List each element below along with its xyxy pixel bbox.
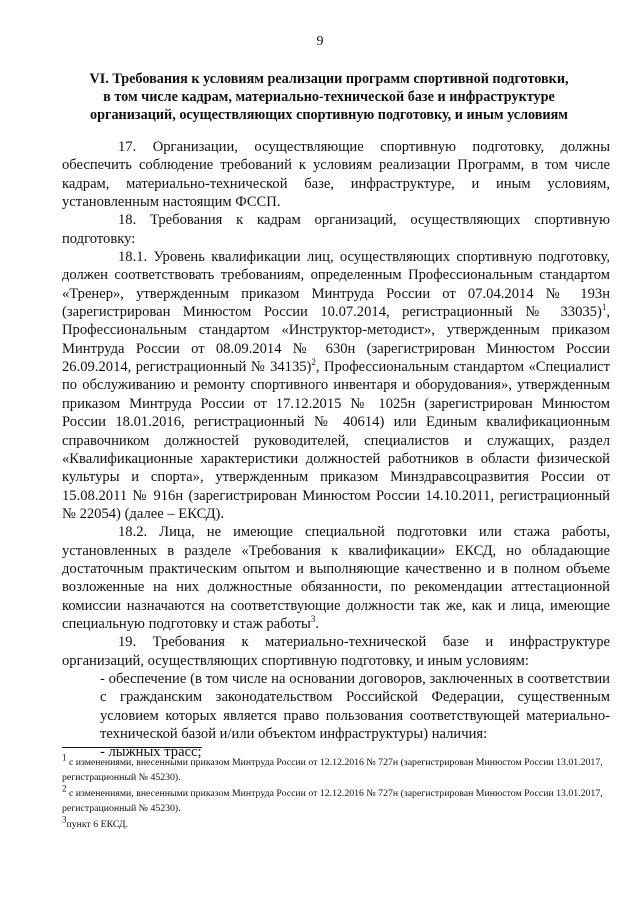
paragraph-18: 18. Требования к кадрам организаций, осуществляющих спортивную подготовку: [62, 212, 610, 247]
paragraph-19: 19. Требования к материально-технической базе и инфраструктуре организаций, осуществляющих спортивную подготовку, и иным условиям: [62, 634, 610, 669]
paragraph-18-1-text: , Профессиональным стандартом «Специалист по обслуживанию и ремонту спортивного инвентаря и оборудования», утвержденным приказом Минтруда России от 17.12.2015 № 1025н (зарегистрирован Минюстом России 18.01.2016, регистрационный № 40614) или Единым квалификационным справочником должностей руководителей, специалистов и служащих, раздел «Квалификационные характеристики должностей работников в области физической культуры и спорта», утвержденным приказом Минздравсоцразвития России от 15.08.2011 № 916н (зарегистрирован Минюстом России 14.10.2011, регистрационный № 22054) (далее – ЕКСД). [62, 359, 610, 522]
footnote-text: с изменениями, внесенными приказом Минтруда России от 12.12.2016 № 727н (зарегистрирован Минюстом России 13.01.2017, регистрационный № 45230). [62, 757, 603, 783]
footnote-text: пункт 6 ЕКСД. [66, 819, 129, 830]
paragraph-18-1-text: , Профессиональным стандартом «Инструктор-методист», утвержденным приказом Минтруда России от 08.09.2014 № 630н (зарегистрирован Минюстом России 26.09.2014, регистрационный № 34135) [62, 304, 610, 376]
footnote-ref-2: 2 [311, 357, 316, 368]
paragraph-18-2-end: . [315, 615, 319, 632]
paragraph-17: 17. Организации, осуществляющие спортивную подготовку, должны обеспечить соблюдение требований к условиям реализации Программ, в том числе кадрам, материально-технической базе, инфраструктуре, и иным условиям, установленным настоящим ФССП. [62, 139, 610, 211]
list-item: - обеспечение (в том числе на основании договоров, заключенных в соответствии с гражданским законодательством Российской Федерации, существенным условием которых является право пользования соответствующей материально-технической базой и/или объектом инфраструктуры) наличия: [100, 670, 610, 742]
paragraph-18-1 [62, 248, 610, 523]
document-body [62, 138, 610, 762]
page-number: 9 [316, 34, 324, 49]
heading-line: в том числе кадрам, материально-технической базе и инфраструктуре [103, 89, 555, 105]
footnote-ref-3: 3 [310, 614, 316, 625]
section-heading [64, 70, 594, 124]
paragraph-18-2-text: 18.2. Лица, не имеющие специальной подготовки или стажа работы, установленных в разделе «Требования к квалификации» ЕКСД, но обладающие достаточным практическим опытом и выполняющие качественно и в полном объеме возложенные на них должностные обязанности, по рекомендации аттестационной комиссии назначаются на соответствующие должности так же, как и лица, имеющие специальную подготовку и стаж работы [62, 524, 610, 632]
footnote-mark: 3 [62, 814, 67, 825]
footnote-separator [62, 747, 202, 748]
heading-line: VI. Требования к условиям реализации программ спортивной подготовки, [89, 71, 569, 87]
list-item: - лыжных трасс; [100, 744, 202, 761]
footnote-mark: 2 [62, 783, 67, 794]
footnote-text: с изменениями, внесенными приказом Минтруда России от 12.12.2016 № 727н (зарегистрирован Минюстом России 13.01.2017, регистрационный № 45230). [62, 788, 603, 814]
footnote-2 [62, 783, 610, 816]
footnote-3 [62, 814, 610, 833]
paragraph-18-1-text: 18.1. Уровень квалификации лиц, осуществляющих спортивную подготовку, должен соответствовать требованиям, определенным Профессиональным стандартом «Тренер», утвержденным приказом Минтруда России от 07.04.2014 № 193н (зарегистрирован Минюстом России 10.07.2014, регистрационный № 33035) [62, 249, 610, 321]
footnote-ref-1: 1 [601, 302, 607, 313]
heading-line: организаций, осуществляющих спортивную подготовку, и иным условиям [90, 107, 568, 123]
paragraph-18-2 [62, 523, 610, 633]
footnote-mark: 1 [62, 752, 67, 763]
